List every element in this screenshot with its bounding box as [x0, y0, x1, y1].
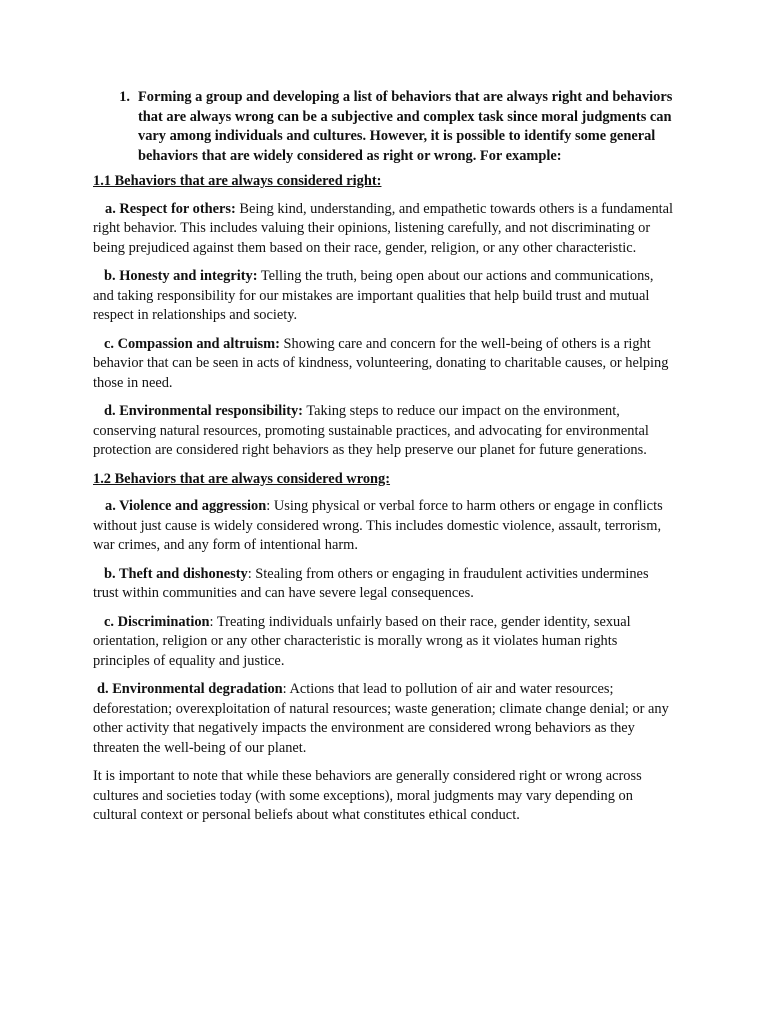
- intro-paragraph: Forming a group and developing a list of behaviors that are always right and behaviors that are always wrong can be a subjective and complex task since moral judgments can vary among individuals and cultures. However, it is possible to identify some general behaviors that are widely considered as right or wrong. For example:: [138, 89, 673, 164]
- item-text: : Using physical or verbal force to harm others or engage in conflicts without just cause is widely considered wrong. This includes domestic violence, assault, terrorism, war crimes, and any form of intentional harm.: [93, 498, 663, 553]
- list-number: 1.: [119, 89, 130, 105]
- right-item-honesty: [93, 267, 677, 326]
- item-term: c. Compassion and altruism:: [104, 335, 280, 352]
- document-page: [93, 88, 677, 826]
- item-term: c. Discrimination: [104, 613, 210, 630]
- closing-paragraph: It is important to note that while these behaviors are generally considered right or wrong across cultures and societies today (with some exceptions), moral judgments may vary depending on cultural context or personal beliefs about what constitutes ethical conduct.: [93, 768, 642, 823]
- item-text: : Treating individuals unfairly based on their race, gender identity, sexual orientation, religion or any other characteristic is morally wrong as it violates human rights principles of equality and justice.: [93, 613, 631, 669]
- item-text: : Stealing from others or engaging in fraudulent activities undermines trust within communities and can have severe legal consequences.: [93, 565, 649, 601]
- item-text: Showing care and concern for the well-being of others is a right behavior that can be seen in acts of kindness, volunteering, donating to charitable causes, or helping those in need.: [93, 335, 669, 391]
- right-item-environmental: [93, 402, 677, 461]
- item-text: : Actions that lead to pollution of air and water resources; deforestation; overexploitation of natural resources; waste generation; climate change denial; or any other activity that negatively impacts the environment are considered wrong behaviors as they threaten the well-being of our planet.: [93, 681, 669, 756]
- wrong-item-violence: [93, 497, 677, 556]
- item-term: a. Respect for others:: [105, 200, 236, 217]
- wrong-item-discrimination: [93, 613, 677, 672]
- section-heading-right: 1.1 Behaviors that are always considered right:: [93, 173, 382, 189]
- item-term: b. Honesty and integrity:: [104, 268, 258, 284]
- item-term: a. Violence and aggression: [105, 498, 267, 514]
- wrong-item-environmental: [93, 680, 677, 758]
- item-term: d. Environmental degradation: [97, 681, 283, 697]
- intro-list-item: [93, 88, 677, 166]
- item-text: Telling the truth, being open about our actions and communications, and taking responsibility for our mistakes are important qualities that help build trust and mutual respect in relationships and society.: [93, 268, 654, 323]
- item-term: d. Environmental responsibility:: [104, 403, 303, 419]
- right-item-compassion: [93, 335, 677, 394]
- item-text: Being kind, understanding, and empathetic towards others is a fundamental right behavior. This includes valuing their opinions, listening carefully, and not discriminating or being prejudiced against them based on their race, gender, religion, or any other characteristic.: [93, 200, 674, 256]
- section-heading-wrong: 1.2 Behaviors that are always considered wrong:: [93, 470, 391, 487]
- wrong-item-theft: [93, 565, 677, 604]
- right-item-respect: [93, 200, 677, 259]
- item-text: Taking steps to reduce our impact on the environment, conserving natural resources, promoting sustainable practices, and advocating for environmental protection are considered right behaviors as they help preserve our planet for future generations.: [93, 403, 649, 458]
- item-term: b. Theft and dishonesty: [104, 565, 248, 582]
